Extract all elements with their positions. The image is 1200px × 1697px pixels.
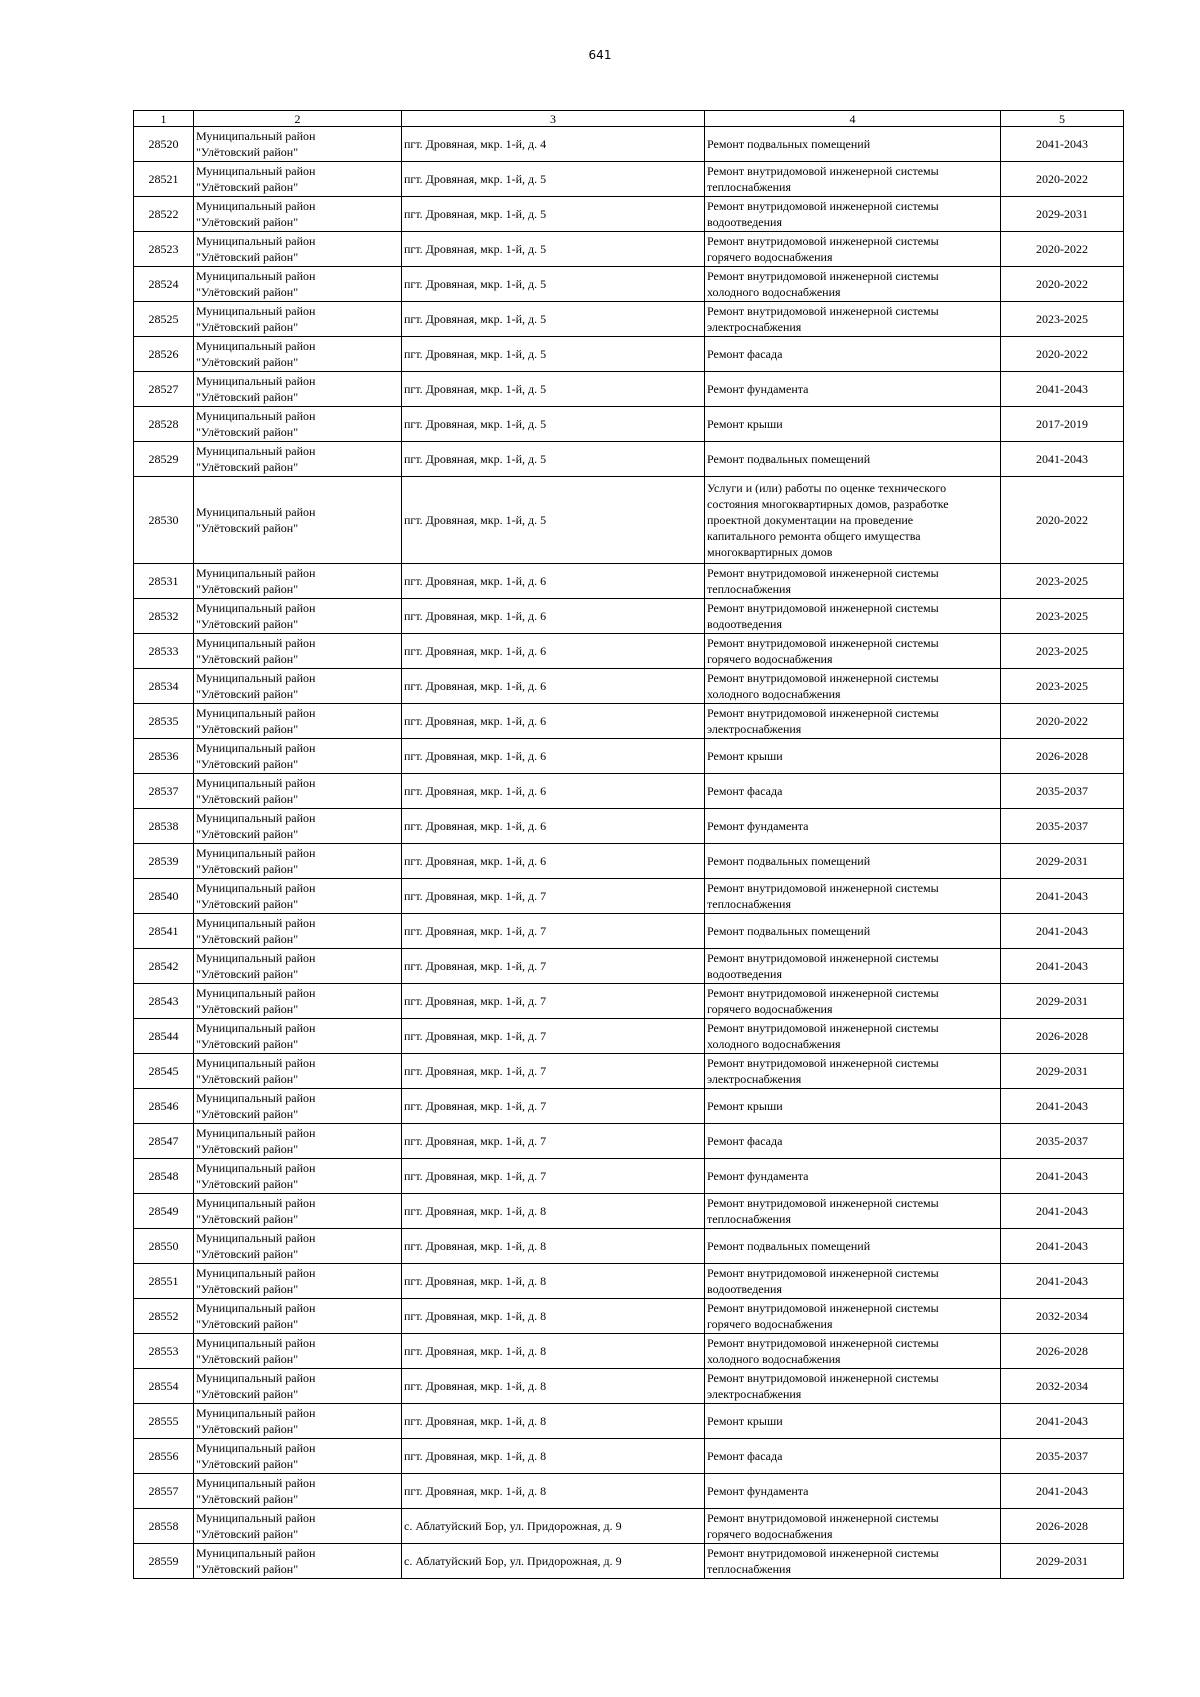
period-cell: 2041-2043 [1001, 442, 1124, 477]
row-number: 28555 [134, 1404, 194, 1439]
municipality-cell: Муниципальный район "Улётовский район" [194, 949, 402, 984]
row-number: 28540 [134, 879, 194, 914]
address-cell: пгт. Дровяная, мкр. 1-й, д. 7 [402, 1019, 705, 1054]
work-type-cell: Ремонт внутридомовой инженерной системы водоотведения [705, 197, 1001, 232]
address-cell: пгт. Дровяная, мкр. 1-й, д. 8 [402, 1439, 705, 1474]
address-cell: пгт. Дровяная, мкр. 1-й, д. 7 [402, 1124, 705, 1159]
period-cell: 2035-2037 [1001, 774, 1124, 809]
municipality-cell: Муниципальный район "Улётовский район" [194, 1124, 402, 1159]
address-cell: пгт. Дровяная, мкр. 1-й, д. 6 [402, 739, 705, 774]
header-col-3: 3 [402, 111, 705, 127]
row-number: 28556 [134, 1439, 194, 1474]
table-row [134, 564, 1124, 599]
row-number: 28558 [134, 1509, 194, 1544]
address-cell: пгт. Дровяная, мкр. 1-й, д. 8 [402, 1334, 705, 1369]
work-type-cell: Ремонт внутридомовой инженерной системы холодного водоснабжения [705, 1019, 1001, 1054]
table-body [134, 127, 1124, 1579]
table-row [134, 302, 1124, 337]
period-cell: 2041-2043 [1001, 1194, 1124, 1229]
address-cell: с. Аблатуйский Бор, ул. Придорожная, д. 9 [402, 1544, 705, 1579]
period-cell: 2041-2043 [1001, 1404, 1124, 1439]
row-number: 28523 [134, 232, 194, 267]
period-cell: 2029-2031 [1001, 844, 1124, 879]
row-number: 28553 [134, 1334, 194, 1369]
table-row [134, 1334, 1124, 1369]
work-type-cell: Ремонт крыши [705, 1404, 1001, 1439]
municipality-cell: Муниципальный район "Улётовский район" [194, 739, 402, 774]
municipality-cell: Муниципальный район "Улётовский район" [194, 1509, 402, 1544]
row-number: 28525 [134, 302, 194, 337]
address-cell: пгт. Дровяная, мкр. 1-й, д. 5 [402, 372, 705, 407]
period-cell: 2041-2043 [1001, 1229, 1124, 1264]
table-row [134, 1019, 1124, 1054]
municipality-cell: Муниципальный район "Улётовский район" [194, 407, 402, 442]
municipality-cell: Муниципальный район "Улётовский район" [194, 984, 402, 1019]
work-type-cell: Ремонт внутридомовой инженерной системы горячего водоснабжения [705, 232, 1001, 267]
address-cell: пгт. Дровяная, мкр. 1-й, д. 7 [402, 949, 705, 984]
work-type-cell: Ремонт подвальных помещений [705, 1229, 1001, 1264]
table-row [134, 1124, 1124, 1159]
municipality-cell: Муниципальный район "Улётовский район" [194, 1194, 402, 1229]
address-cell: пгт. Дровяная, мкр. 1-й, д. 5 [402, 337, 705, 372]
period-cell: 2035-2037 [1001, 809, 1124, 844]
municipality-cell: Муниципальный район "Улётовский район" [194, 1229, 402, 1264]
table-row [134, 739, 1124, 774]
municipality-cell: Муниципальный район "Улётовский район" [194, 477, 402, 564]
row-number: 28543 [134, 984, 194, 1019]
work-type-cell: Ремонт подвальных помещений [705, 442, 1001, 477]
address-cell: пгт. Дровяная, мкр. 1-й, д. 8 [402, 1404, 705, 1439]
period-cell: 2041-2043 [1001, 914, 1124, 949]
municipality-cell: Муниципальный район "Улётовский район" [194, 1334, 402, 1369]
period-cell: 2032-2034 [1001, 1299, 1124, 1334]
municipality-cell: Муниципальный район "Улётовский район" [194, 809, 402, 844]
address-cell: пгт. Дровяная, мкр. 1-й, д. 6 [402, 774, 705, 809]
municipality-cell: Муниципальный район "Улётовский район" [194, 1404, 402, 1439]
header-col-2: 2 [194, 111, 402, 127]
period-cell: 2020-2022 [1001, 477, 1124, 564]
period-cell: 2035-2037 [1001, 1439, 1124, 1474]
address-cell: пгт. Дровяная, мкр. 1-й, д. 5 [402, 197, 705, 232]
work-type-cell: Ремонт внутридомовой инженерной системы горячего водоснабжения [705, 984, 1001, 1019]
work-type-cell: Ремонт фундамента [705, 1159, 1001, 1194]
period-cell: 2026-2028 [1001, 1334, 1124, 1369]
row-number: 28542 [134, 949, 194, 984]
period-cell: 2026-2028 [1001, 739, 1124, 774]
capital-repair-table [133, 110, 1124, 1579]
header-col-4: 4 [705, 111, 1001, 127]
period-cell: 2023-2025 [1001, 669, 1124, 704]
table-row [134, 232, 1124, 267]
work-type-cell: Ремонт внутридомовой инженерной системы холодного водоснабжения [705, 267, 1001, 302]
period-cell: 2041-2043 [1001, 127, 1124, 162]
address-cell: пгт. Дровяная, мкр. 1-й, д. 8 [402, 1229, 705, 1264]
header-row [134, 111, 1124, 127]
address-cell: пгт. Дровяная, мкр. 1-й, д. 6 [402, 844, 705, 879]
address-cell: пгт. Дровяная, мкр. 1-й, д. 5 [402, 232, 705, 267]
period-cell: 2041-2043 [1001, 1474, 1124, 1509]
work-type-cell: Ремонт внутридомовой инженерной системы электроснабжения [705, 302, 1001, 337]
row-number: 28550 [134, 1229, 194, 1264]
table-row [134, 1544, 1124, 1579]
work-type-cell: Ремонт внутридомовой инженерной системы электроснабжения [705, 1054, 1001, 1089]
table-row [134, 1474, 1124, 1509]
period-cell: 2029-2031 [1001, 984, 1124, 1019]
address-cell: пгт. Дровяная, мкр. 1-й, д. 6 [402, 669, 705, 704]
municipality-cell: Муниципальный район "Улётовский район" [194, 774, 402, 809]
row-number: 28533 [134, 634, 194, 669]
work-type-cell: Ремонт фундамента [705, 372, 1001, 407]
municipality-cell: Муниципальный район "Улётовский район" [194, 1474, 402, 1509]
table-row [134, 267, 1124, 302]
period-cell: 2023-2025 [1001, 599, 1124, 634]
work-type-cell: Ремонт фундамента [705, 809, 1001, 844]
municipality-cell: Муниципальный район "Улётовский район" [194, 1089, 402, 1124]
address-cell: с. Аблатуйский Бор, ул. Придорожная, д. 9 [402, 1509, 705, 1544]
period-cell: 2023-2025 [1001, 302, 1124, 337]
address-cell: пгт. Дровяная, мкр. 1-й, д. 5 [402, 162, 705, 197]
work-type-cell: Ремонт внутридомовой инженерной системы теплоснабжения [705, 564, 1001, 599]
row-number: 28531 [134, 564, 194, 599]
table-row [134, 337, 1124, 372]
period-cell: 2029-2031 [1001, 1054, 1124, 1089]
period-cell: 2026-2028 [1001, 1019, 1124, 1054]
period-cell: 2020-2022 [1001, 267, 1124, 302]
row-number: 28539 [134, 844, 194, 879]
table-row [134, 879, 1124, 914]
table-row [134, 1264, 1124, 1299]
row-number: 28526 [134, 337, 194, 372]
table-row [134, 669, 1124, 704]
table-row [134, 1229, 1124, 1264]
period-cell: 2035-2037 [1001, 1124, 1124, 1159]
period-cell: 2029-2031 [1001, 197, 1124, 232]
address-cell: пгт. Дровяная, мкр. 1-й, д. 6 [402, 809, 705, 844]
municipality-cell: Муниципальный район "Улётовский район" [194, 564, 402, 599]
municipality-cell: Муниципальный район "Улётовский район" [194, 1264, 402, 1299]
municipality-cell: Муниципальный район "Улётовский район" [194, 879, 402, 914]
address-cell: пгт. Дровяная, мкр. 1-й, д. 8 [402, 1264, 705, 1299]
table-row [134, 1194, 1124, 1229]
table-row [134, 477, 1124, 564]
municipality-cell: Муниципальный район "Улётовский район" [194, 1369, 402, 1404]
row-number: 28524 [134, 267, 194, 302]
work-type-cell: Ремонт внутридомовой инженерной системы горячего водоснабжения [705, 634, 1001, 669]
work-type-cell: Ремонт фундамента [705, 1474, 1001, 1509]
table-row [134, 1509, 1124, 1544]
address-cell: пгт. Дровяная, мкр. 1-й, д. 7 [402, 984, 705, 1019]
municipality-cell: Муниципальный район "Улётовский район" [194, 232, 402, 267]
address-cell: пгт. Дровяная, мкр. 1-й, д. 7 [402, 879, 705, 914]
municipality-cell: Муниципальный район "Улётовский район" [194, 1439, 402, 1474]
work-type-cell: Ремонт крыши [705, 1089, 1001, 1124]
row-number: 28546 [134, 1089, 194, 1124]
table-row [134, 127, 1124, 162]
municipality-cell: Муниципальный район "Улётовский район" [194, 669, 402, 704]
row-number: 28527 [134, 372, 194, 407]
table-row [134, 162, 1124, 197]
table-row [134, 372, 1124, 407]
work-type-cell: Ремонт фасада [705, 337, 1001, 372]
period-cell: 2041-2043 [1001, 949, 1124, 984]
period-cell: 2023-2025 [1001, 564, 1124, 599]
row-number: 28532 [134, 599, 194, 634]
row-number: 28529 [134, 442, 194, 477]
municipality-cell: Муниципальный район "Улётовский район" [194, 267, 402, 302]
period-cell: 2017-2019 [1001, 407, 1124, 442]
row-number: 28551 [134, 1264, 194, 1299]
municipality-cell: Муниципальный район "Улётовский район" [194, 634, 402, 669]
work-type-cell: Ремонт внутридомовой инженерной системы теплоснабжения [705, 1544, 1001, 1579]
table-row [134, 844, 1124, 879]
table-row [134, 1369, 1124, 1404]
work-type-cell: Ремонт фасада [705, 774, 1001, 809]
address-cell: пгт. Дровяная, мкр. 1-й, д. 7 [402, 914, 705, 949]
row-number: 28530 [134, 477, 194, 564]
period-cell: 2041-2043 [1001, 1264, 1124, 1299]
address-cell: пгт. Дровяная, мкр. 1-й, д. 8 [402, 1474, 705, 1509]
table-row [134, 809, 1124, 844]
row-number: 28522 [134, 197, 194, 232]
work-type-cell: Ремонт подвальных помещений [705, 127, 1001, 162]
work-type-cell: Ремонт внутридомовой инженерной системы теплоснабжения [705, 879, 1001, 914]
work-type-cell: Ремонт внутридомовой инженерной системы горячего водоснабжения [705, 1299, 1001, 1334]
row-number: 28520 [134, 127, 194, 162]
row-number: 28549 [134, 1194, 194, 1229]
work-type-cell: Ремонт внутридомовой инженерной системы электроснабжения [705, 704, 1001, 739]
work-type-cell: Ремонт крыши [705, 739, 1001, 774]
work-type-cell: Ремонт внутридомовой инженерной системы холодного водоснабжения [705, 669, 1001, 704]
table-header [134, 111, 1124, 127]
period-cell: 2026-2028 [1001, 1509, 1124, 1544]
work-type-cell: Ремонт внутридомовой инженерной системы горячего водоснабжения [705, 1509, 1001, 1544]
municipality-cell: Муниципальный район "Улётовский район" [194, 1019, 402, 1054]
work-type-cell: Ремонт фасада [705, 1124, 1001, 1159]
period-cell: 2020-2022 [1001, 704, 1124, 739]
period-cell: 2029-2031 [1001, 1544, 1124, 1579]
municipality-cell: Муниципальный район "Улётовский район" [194, 1159, 402, 1194]
municipality-cell: Муниципальный район "Улётовский район" [194, 372, 402, 407]
row-number: 28521 [134, 162, 194, 197]
table-row [134, 407, 1124, 442]
header-col-5: 5 [1001, 111, 1124, 127]
row-number: 28554 [134, 1369, 194, 1404]
row-number: 28548 [134, 1159, 194, 1194]
municipality-cell: Муниципальный район "Улётовский район" [194, 704, 402, 739]
table-row [134, 1299, 1124, 1334]
table-row [134, 984, 1124, 1019]
address-cell: пгт. Дровяная, мкр. 1-й, д. 5 [402, 407, 705, 442]
municipality-cell: Муниципальный район "Улётовский район" [194, 599, 402, 634]
work-type-cell: Ремонт фасада [705, 1439, 1001, 1474]
row-number: 28547 [134, 1124, 194, 1159]
row-number: 28552 [134, 1299, 194, 1334]
table-row [134, 599, 1124, 634]
row-number: 28541 [134, 914, 194, 949]
period-cell: 2020-2022 [1001, 232, 1124, 267]
work-type-cell: Ремонт подвальных помещений [705, 844, 1001, 879]
row-number: 28536 [134, 739, 194, 774]
address-cell: пгт. Дровяная, мкр. 1-й, д. 8 [402, 1369, 705, 1404]
municipality-cell: Муниципальный район "Улётовский район" [194, 1054, 402, 1089]
row-number: 28559 [134, 1544, 194, 1579]
municipality-cell: Муниципальный район "Улётовский район" [194, 302, 402, 337]
row-number: 28528 [134, 407, 194, 442]
work-type-cell: Ремонт внутридомовой инженерной системы теплоснабжения [705, 162, 1001, 197]
address-cell: пгт. Дровяная, мкр. 1-й, д. 5 [402, 267, 705, 302]
period-cell: 2041-2043 [1001, 1089, 1124, 1124]
work-type-cell: Ремонт внутридомовой инженерной системы теплоснабжения [705, 1194, 1001, 1229]
period-cell: 2041-2043 [1001, 879, 1124, 914]
table-row [134, 949, 1124, 984]
work-type-cell: Ремонт крыши [705, 407, 1001, 442]
municipality-cell: Муниципальный район "Улётовский район" [194, 127, 402, 162]
municipality-cell: Муниципальный район "Улётовский район" [194, 844, 402, 879]
work-type-cell: Ремонт внутридомовой инженерной системы водоотведения [705, 1264, 1001, 1299]
address-cell: пгт. Дровяная, мкр. 1-й, д. 6 [402, 704, 705, 739]
period-cell: 2032-2034 [1001, 1369, 1124, 1404]
address-cell: пгт. Дровяная, мкр. 1-й, д. 5 [402, 442, 705, 477]
header-col-1: 1 [134, 111, 194, 127]
page-number: 641 [588, 48, 612, 62]
address-cell: пгт. Дровяная, мкр. 1-й, д. 7 [402, 1054, 705, 1089]
row-number: 28545 [134, 1054, 194, 1089]
address-cell: пгт. Дровяная, мкр. 1-й, д. 6 [402, 599, 705, 634]
period-cell: 2020-2022 [1001, 337, 1124, 372]
address-cell: пгт. Дровяная, мкр. 1-й, д. 5 [402, 477, 705, 564]
table-row [134, 914, 1124, 949]
work-type-cell: Ремонт внутридомовой инженерной системы холодного водоснабжения [705, 1334, 1001, 1369]
table-row [134, 774, 1124, 809]
row-number: 28544 [134, 1019, 194, 1054]
municipality-cell: Муниципальный район "Улётовский район" [194, 197, 402, 232]
work-type-cell: Ремонт подвальных помещений [705, 914, 1001, 949]
table-row [134, 1089, 1124, 1124]
municipality-cell: Муниципальный район "Улётовский район" [194, 1544, 402, 1579]
row-number: 28537 [134, 774, 194, 809]
address-cell: пгт. Дровяная, мкр. 1-й, д. 4 [402, 127, 705, 162]
work-type-cell: Услуги и (или) работы по оценке технического состояния многоквартирных домов, разработке проектной документации на проведение капитального ремонта общего имущества многоквартирных домов [705, 477, 1001, 564]
table-row [134, 704, 1124, 739]
row-number: 28534 [134, 669, 194, 704]
period-cell: 2041-2043 [1001, 1159, 1124, 1194]
municipality-cell: Муниципальный район "Улётовский район" [194, 914, 402, 949]
work-type-cell: Ремонт внутридомовой инженерной системы электроснабжения [705, 1369, 1001, 1404]
address-cell: пгт. Дровяная, мкр. 1-й, д. 8 [402, 1194, 705, 1229]
row-number: 28557 [134, 1474, 194, 1509]
period-cell: 2023-2025 [1001, 634, 1124, 669]
address-cell: пгт. Дровяная, мкр. 1-й, д. 5 [402, 302, 705, 337]
address-cell: пгт. Дровяная, мкр. 1-й, д. 6 [402, 634, 705, 669]
address-cell: пгт. Дровяная, мкр. 1-й, д. 7 [402, 1159, 705, 1194]
period-cell: 2020-2022 [1001, 162, 1124, 197]
table-row [134, 1054, 1124, 1089]
municipality-cell: Муниципальный район "Улётовский район" [194, 337, 402, 372]
address-cell: пгт. Дровяная, мкр. 1-й, д. 7 [402, 1089, 705, 1124]
address-cell: пгт. Дровяная, мкр. 1-й, д. 6 [402, 564, 705, 599]
table-row [134, 442, 1124, 477]
address-cell: пгт. Дровяная, мкр. 1-й, д. 8 [402, 1299, 705, 1334]
period-cell: 2041-2043 [1001, 372, 1124, 407]
table-row [134, 1159, 1124, 1194]
table-row [134, 197, 1124, 232]
municipality-cell: Муниципальный район "Улётовский район" [194, 442, 402, 477]
row-number: 28535 [134, 704, 194, 739]
table-row [134, 1404, 1124, 1439]
work-type-cell: Ремонт внутридомовой инженерной системы водоотведения [705, 599, 1001, 634]
table-row [134, 634, 1124, 669]
municipality-cell: Муниципальный район "Улётовский район" [194, 1299, 402, 1334]
work-type-cell: Ремонт внутридомовой инженерной системы водоотведения [705, 949, 1001, 984]
table-row [134, 1439, 1124, 1474]
row-number: 28538 [134, 809, 194, 844]
municipality-cell: Муниципальный район "Улётовский район" [194, 162, 402, 197]
